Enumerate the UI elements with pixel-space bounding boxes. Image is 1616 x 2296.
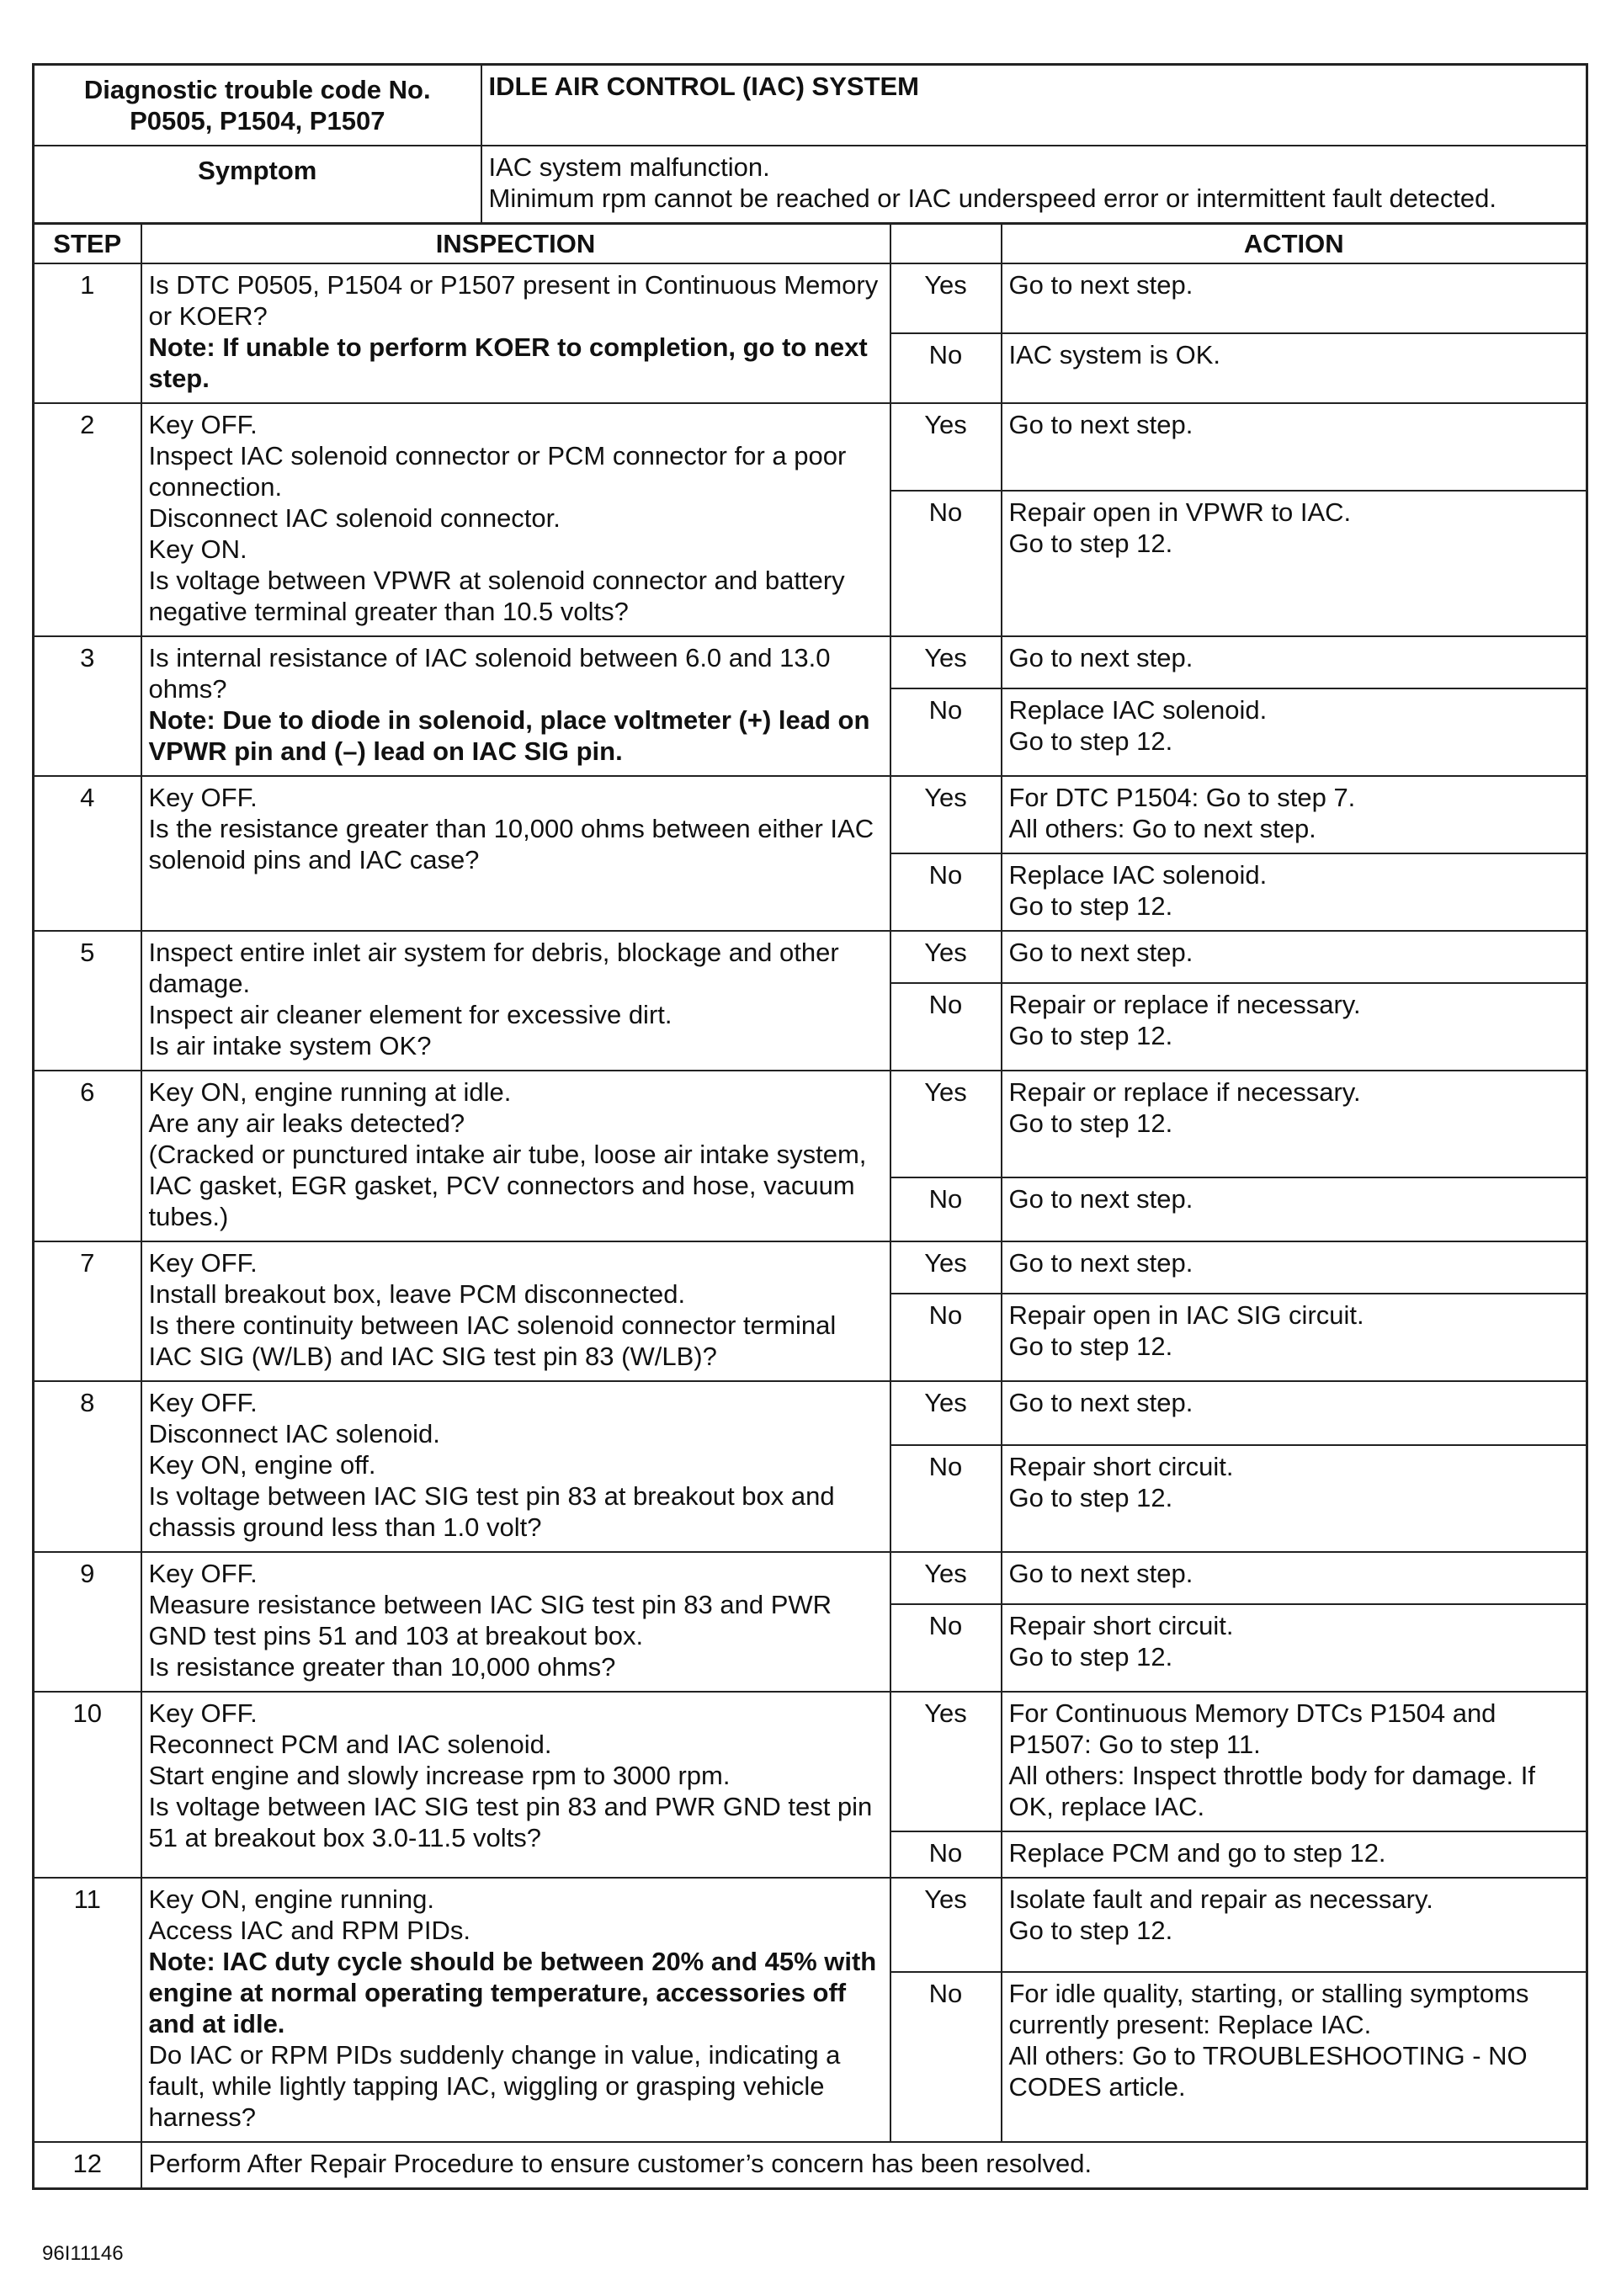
inspection-cell bbox=[141, 1878, 890, 2142]
diagnostic-sheet bbox=[32, 63, 1586, 2190]
yes-label: Yes bbox=[890, 1878, 1002, 1972]
text-line: Repair short circuit. bbox=[1008, 1451, 1234, 1481]
yes-label: Yes bbox=[890, 776, 1002, 853]
no-label: No bbox=[890, 1445, 1002, 1552]
inspection-note: Note: If unable to perform KOER to completion, go to next step. bbox=[148, 332, 868, 393]
no-action bbox=[1002, 688, 1587, 776]
table-row bbox=[34, 1552, 1587, 1604]
inspection-cell bbox=[141, 1552, 890, 1692]
step-number: 10 bbox=[34, 1692, 141, 1878]
text-line: Key OFF. bbox=[148, 1248, 258, 1278]
no-action bbox=[1002, 1294, 1587, 1381]
text-line: Key OFF. bbox=[148, 783, 258, 812]
no-label: No bbox=[890, 1177, 1002, 1241]
inspection-cell bbox=[141, 931, 890, 1071]
yes-label: Yes bbox=[890, 1071, 1002, 1177]
yes-label: Yes bbox=[890, 1241, 1002, 1294]
text-line: Replace IAC solenoid. bbox=[1008, 860, 1268, 890]
step-number: 8 bbox=[34, 1381, 141, 1552]
table-row bbox=[34, 263, 1587, 333]
text-line: All others: Go to next step. bbox=[1008, 814, 1316, 843]
text-line: Do IAC or RPM PIDs suddenly change in value, indicating a fault, while lightly tapping IAC, wiggling or grasping vehicle harness? bbox=[148, 2040, 841, 2132]
text-line: Go to step 12. bbox=[1008, 726, 1173, 757]
text-line: Is voltage between VPWR at solenoid connector and battery negative terminal greater than 10.5 volts? bbox=[148, 566, 845, 626]
text-line: Key OFF. bbox=[148, 1559, 258, 1588]
text-line: Install breakout box, leave PCM disconnected. bbox=[148, 1279, 686, 1309]
symptom-line: Minimum rpm cannot be reached or IAC underspeed error or intermittent fault detected. bbox=[488, 183, 1497, 213]
step-number: 6 bbox=[34, 1071, 141, 1241]
text-line: Go to next step. bbox=[1008, 410, 1193, 439]
text-line: Is internal resistance of IAC solenoid between 6.0 and 13.0 ohms? bbox=[148, 643, 831, 704]
no-action bbox=[1002, 1831, 1587, 1878]
header-table bbox=[32, 63, 1588, 225]
text-line: Key OFF. bbox=[148, 410, 258, 439]
text-line: All others: Go to TROUBLESHOOTING - NO CODES article. bbox=[1008, 2040, 1528, 2102]
no-action bbox=[1002, 491, 1587, 636]
steps-body bbox=[34, 263, 1587, 2189]
text-line: Is there continuity between IAC solenoid connector terminal IAC SIG (W/LB) and IAC SIG test pin 83 (W/LB)? bbox=[148, 1310, 837, 1371]
table-row bbox=[34, 1692, 1587, 1831]
no-action bbox=[1002, 1604, 1587, 1692]
column-header-step: STEP bbox=[34, 224, 141, 264]
no-label: No bbox=[890, 1972, 1002, 2142]
text-line: Go to step 12. bbox=[1008, 528, 1173, 558]
text-line: Inspect air cleaner element for excessive dirt. bbox=[148, 1000, 672, 1029]
final-step-text: Perform After Repair Procedure to ensure customer’s concern has been resolved. bbox=[141, 2142, 1587, 2189]
text-line: Go to next step. bbox=[1008, 1559, 1193, 1588]
no-label: No bbox=[890, 333, 1002, 403]
text-line: Is the resistance greater than 10,000 ohms between either IAC solenoid pins and IAC case? bbox=[148, 814, 874, 874]
no-action bbox=[1002, 853, 1587, 931]
text-line: Go to next step. bbox=[1008, 643, 1193, 672]
text-line: Replace IAC solenoid. bbox=[1008, 695, 1268, 725]
text-line: Go to step 12. bbox=[1008, 1021, 1173, 1051]
no-action bbox=[1002, 983, 1587, 1071]
text-line: Go to next step. bbox=[1008, 1184, 1193, 1214]
table-row bbox=[34, 636, 1587, 688]
yes-action bbox=[1002, 931, 1587, 983]
text-line: IAC system is OK. bbox=[1008, 340, 1220, 369]
table-row-final bbox=[34, 2142, 1587, 2189]
text-line: Are any air leaks detected? bbox=[148, 1108, 465, 1138]
text-line: Repair or replace if necessary. bbox=[1008, 990, 1361, 1020]
yes-action bbox=[1002, 1552, 1587, 1604]
text-line: Repair open in IAC SIG circuit. bbox=[1008, 1300, 1364, 1331]
table-row bbox=[34, 1878, 1587, 1972]
inspection-cell bbox=[141, 1692, 890, 1878]
inspection-cell bbox=[141, 1071, 890, 1241]
yes-action bbox=[1002, 263, 1587, 333]
system-title: IDLE AIR CONTROL (IAC) SYSTEM bbox=[481, 65, 1587, 146]
text-line: Go to step 12. bbox=[1008, 891, 1173, 921]
column-header-inspection: INSPECTION bbox=[141, 224, 890, 264]
no-label: No bbox=[890, 688, 1002, 776]
text-line: Key ON, engine off. bbox=[148, 1450, 376, 1480]
text-line: Is voltage between IAC SIG test pin 83 and PWR GND test pin 51 at breakout box 3.0-11.5 volts? bbox=[148, 1792, 873, 1852]
table-row bbox=[34, 403, 1587, 491]
yes-action bbox=[1002, 776, 1587, 853]
yes-label: Yes bbox=[890, 931, 1002, 983]
no-action bbox=[1002, 1972, 1587, 2142]
steps-table bbox=[32, 222, 1588, 2190]
no-action bbox=[1002, 333, 1587, 403]
yes-action bbox=[1002, 1241, 1587, 1294]
text-line: For Continuous Memory DTCs P1504 and P1507: Go to step 11. bbox=[1008, 1698, 1496, 1759]
text-line: Replace PCM and go to step 12. bbox=[1008, 1838, 1386, 1868]
no-label: No bbox=[890, 1294, 1002, 1381]
text-line: Measure resistance between IAC SIG test pin 83 and PWR GND test pins 51 and 103 at breakout box. bbox=[148, 1590, 832, 1650]
step-number: 4 bbox=[34, 776, 141, 931]
inspection-note: Note: IAC duty cycle should be between 20% and 45% with engine at normal operating temperature, accessories off and at idle. bbox=[148, 1947, 877, 2038]
inspection-cell bbox=[141, 776, 890, 931]
inspection-cell bbox=[141, 636, 890, 776]
text-line: Isolate fault and repair as necessary. bbox=[1008, 1884, 1433, 1914]
inspection-cell bbox=[141, 263, 890, 403]
text-line: Inspect entire inlet air system for debris, blockage and other damage. bbox=[148, 938, 839, 998]
yes-action bbox=[1002, 1071, 1587, 1177]
step-number: 7 bbox=[34, 1241, 141, 1381]
no-label: No bbox=[890, 853, 1002, 931]
table-row bbox=[34, 1241, 1587, 1294]
text-line: Access IAC and RPM PIDs. bbox=[148, 1916, 470, 1945]
no-label: No bbox=[890, 1604, 1002, 1692]
no-label: No bbox=[890, 491, 1002, 636]
symptom-text bbox=[481, 146, 1587, 224]
yes-label: Yes bbox=[890, 636, 1002, 688]
text-line: Go to next step. bbox=[1008, 270, 1193, 300]
text-line: Go to next step. bbox=[1008, 1248, 1193, 1278]
text-line: Go to step 12. bbox=[1008, 1642, 1173, 1672]
text-line: Is DTC P0505, P1504 or P1507 present in Continuous Memory or KOER? bbox=[148, 270, 879, 331]
yes-label: Yes bbox=[890, 1381, 1002, 1445]
text-line: For DTC P1504: Go to step 7. bbox=[1008, 783, 1356, 812]
text-line: Inspect IAC solenoid connector or PCM connector for a poor connection. bbox=[148, 441, 847, 502]
step-number: 1 bbox=[34, 263, 141, 403]
column-header-yes-no bbox=[890, 224, 1002, 264]
no-label: No bbox=[890, 983, 1002, 1071]
text-line: All others: Inspect throttle body for damage. If OK, replace IAC. bbox=[1008, 1761, 1535, 1821]
text-line: Go to next step. bbox=[1008, 1388, 1193, 1417]
table-row bbox=[34, 776, 1587, 853]
text-line: Go to next step. bbox=[1008, 938, 1193, 967]
step-number: 12 bbox=[34, 2142, 141, 2189]
dtc-label: Diagnostic trouble code No. P0505, P1504, P1507 bbox=[34, 65, 481, 146]
text-line: Key ON. bbox=[148, 534, 247, 564]
column-header-action: ACTION bbox=[1002, 224, 1587, 264]
yes-action bbox=[1002, 403, 1587, 491]
figure-id: 96I11146 bbox=[42, 2242, 124, 2265]
yes-action bbox=[1002, 1381, 1587, 1445]
step-number: 11 bbox=[34, 1878, 141, 2142]
no-label: No bbox=[890, 1831, 1002, 1878]
text-line: Start engine and slowly increase rpm to 3000 rpm. bbox=[148, 1761, 731, 1790]
text-line: Repair or replace if necessary. bbox=[1008, 1077, 1361, 1107]
text-line: Is resistance greater than 10,000 ohms? bbox=[148, 1652, 616, 1682]
yes-action bbox=[1002, 636, 1587, 688]
text-line: Key ON, engine running. bbox=[148, 1884, 434, 1914]
yes-label: Yes bbox=[890, 403, 1002, 491]
text-line: Repair open in VPWR to IAC. bbox=[1008, 497, 1352, 527]
symptom-label: Symptom bbox=[34, 146, 481, 224]
text-line: Go to step 12. bbox=[1008, 1108, 1173, 1138]
step-number: 2 bbox=[34, 403, 141, 636]
step-number: 9 bbox=[34, 1552, 141, 1692]
yes-label: Yes bbox=[890, 263, 1002, 333]
text-line: Go to step 12. bbox=[1008, 1331, 1173, 1362]
text-line: Key ON, engine running at idle. bbox=[148, 1077, 512, 1107]
table-row bbox=[34, 1381, 1587, 1445]
inspection-cell bbox=[141, 1381, 890, 1552]
table-row bbox=[34, 931, 1587, 983]
no-action bbox=[1002, 1177, 1587, 1241]
text-line: Is voltage between IAC SIG test pin 83 at breakout box and chassis ground less than 1.0 volt? bbox=[148, 1481, 835, 1542]
text-line: Go to step 12. bbox=[1008, 1916, 1173, 1945]
step-number: 5 bbox=[34, 931, 141, 1071]
inspection-cell bbox=[141, 1241, 890, 1381]
no-action bbox=[1002, 1445, 1587, 1552]
text-line: For idle quality, starting, or stalling symptoms currently present: Replace IAC. bbox=[1008, 1978, 1529, 2039]
yes-label: Yes bbox=[890, 1692, 1002, 1831]
text-line: Disconnect IAC solenoid connector. bbox=[148, 503, 561, 533]
text-line: Repair short circuit. bbox=[1008, 1611, 1234, 1641]
inspection-cell bbox=[141, 403, 890, 636]
yes-action bbox=[1002, 1878, 1587, 1972]
text-line: (Cracked or punctured intake air tube, loose air intake system, IAC gasket, EGR gasket, PCV connectors and hose, vacuum tubes.) bbox=[148, 1140, 867, 1231]
text-line: Key OFF. bbox=[148, 1388, 258, 1417]
inspection-note: Note: Due to diode in solenoid, place voltmeter (+) lead on VPWR pin and (–) lead on IAC SIG pin. bbox=[148, 705, 870, 766]
yes-action bbox=[1002, 1692, 1587, 1831]
text-line: Key OFF. bbox=[148, 1698, 258, 1728]
text-line: Disconnect IAC solenoid. bbox=[148, 1419, 440, 1448]
text-line: Is air intake system OK? bbox=[148, 1031, 432, 1060]
text-line: Go to step 12. bbox=[1008, 1482, 1173, 1512]
table-row bbox=[34, 1071, 1587, 1177]
text-line: Reconnect PCM and IAC solenoid. bbox=[148, 1730, 552, 1759]
yes-label: Yes bbox=[890, 1552, 1002, 1604]
step-number: 3 bbox=[34, 636, 141, 776]
symptom-line: IAC system malfunction. bbox=[488, 152, 770, 182]
